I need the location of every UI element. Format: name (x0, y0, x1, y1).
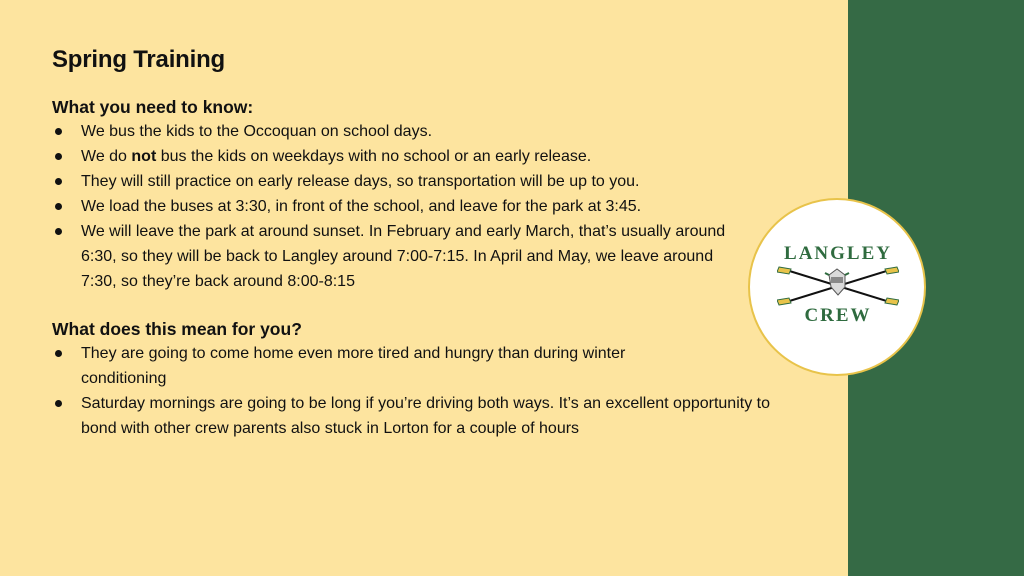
bullet-icon (55, 350, 62, 357)
list-item: We load the buses at 3:30, in front of the school, and leave for the park at 3:45. (52, 194, 792, 219)
list-item: They will still practice on early release days, so transportation will be up to you. (52, 169, 792, 194)
crossed-oars-icon (777, 265, 899, 307)
what-it-means-list (52, 341, 792, 441)
bullet-icon (55, 178, 62, 185)
langley-crew-logo (777, 243, 899, 329)
bullet-icon (55, 228, 62, 235)
logo-text-top: LANGLEY (784, 243, 892, 264)
slide-content (52, 46, 792, 441)
section-heading-what-it-means: What does this mean for you? (52, 319, 302, 339)
bullet-icon (55, 203, 62, 210)
bullet-icon (55, 128, 62, 135)
section-heading-need-to-know: What you need to know: (52, 97, 254, 117)
list-item: They are going to come home even more tired and hungry than during winter conditioning (52, 341, 792, 391)
slide-title: Spring Training (52, 46, 226, 73)
bullet-icon (55, 400, 62, 407)
bullet-icon (55, 153, 62, 160)
emphasis-not: not (131, 148, 157, 165)
logo-text-bottom: CREW (804, 305, 872, 326)
list-item: Saturday mornings are going to be long if you’re driving both ways. It’s an excellent opportunity to bond with other crew parents also stuck in Lorton for a couple of hours (52, 391, 792, 441)
list-item: We will leave the park at around sunset. In February and early March, that’s usually around 6:30, so they will be back to Langley around 7:00-7:15. In April and May, we leave around 7:30, so they’re back around 8:00-8:15 (52, 219, 792, 294)
list-item: We do not bus the kids on weekdays with no school or an early release. (52, 144, 792, 169)
list-item: We bus the kids to the Occoquan on school days. (52, 119, 792, 144)
need-to-know-list (52, 119, 792, 294)
